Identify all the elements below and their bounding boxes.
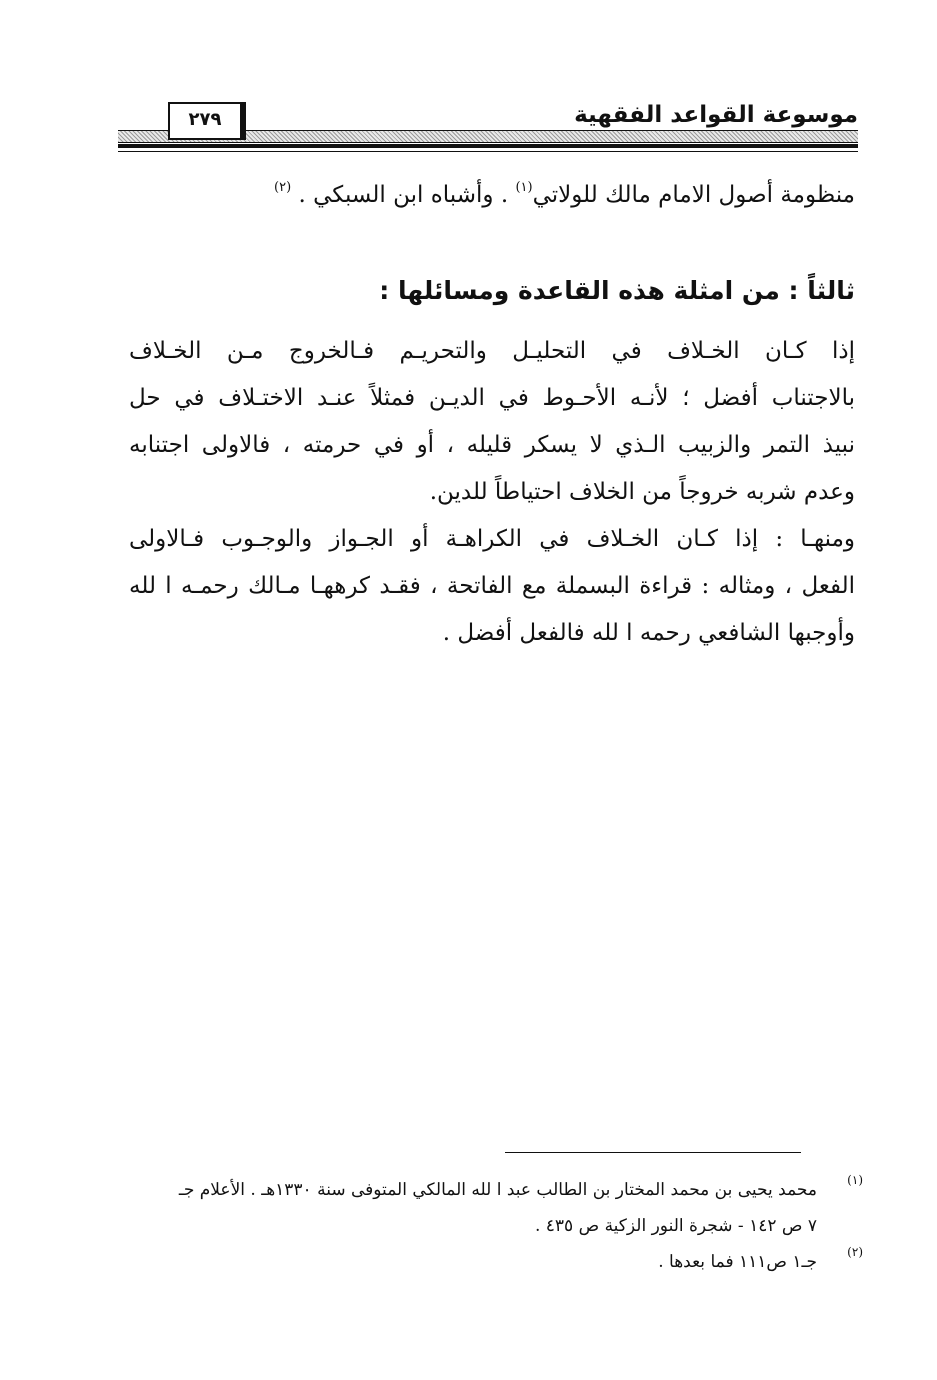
footnote-line: ٧ ص ١٤٢ - شجرة النور الزكية ص ٤٣٥ .: [534, 1216, 817, 1236]
footnote-1: [123, 1172, 863, 1244]
footnote-line: جـ١ ص١١١ فما بعدها .: [658, 1252, 817, 1272]
footnote-ref-1: (١): [515, 180, 533, 195]
paragraph-line: وأوجبها الشافعي رحمه ا لله فالفعل أفضل .: [442, 620, 855, 646]
footnote-marker: (١): [847, 1173, 863, 1187]
footnote-line: محمد يحيى بن محمد المختار بن الطالب عبد ا لله المالكي المتوفى سنة ١٣٣٠هـ . الأعلام جـ: [178, 1180, 817, 1200]
intro-text-1: منظومة أصول الامام مالك للولاتي: [532, 182, 855, 208]
footnotes: [123, 1172, 863, 1280]
page-header: [118, 98, 858, 154]
paragraph-line: بالاجتناب أفضل ؛ لأنـه الأحـوط في الديـن فمثلاً عنـد الاختـلاف في حل: [129, 385, 855, 411]
paragraph-line: نبيذ التمر والزبيب الـذي لا يسكر قليله ، أو في حرمته ، فالاولى اجتنابه: [129, 432, 855, 458]
body-paragraphs: [129, 328, 855, 657]
paragraph-line: وعدم شربه خروجاً من الخلاف احتياطاً للدين.: [429, 479, 855, 505]
running-title: موسوعة القواعد الفقهية: [574, 102, 858, 128]
section-heading: ثالثاً : من امثلة هذه القاعدة ومسائلها :: [379, 276, 855, 305]
paragraph-2: [129, 516, 855, 657]
footnote-2: [123, 1244, 863, 1280]
header-rule-thin: [118, 151, 858, 152]
intro-text-2: . وأشباه ابن السبكي .: [291, 182, 516, 208]
paragraph-line: الفعل ، ومثاله : قراءة البسملة مع الفاتحة ، فقـد كرههـا مـالك رحمـه ا لله: [129, 573, 855, 599]
footnote-marker: (٢): [847, 1245, 863, 1259]
intro-line: [129, 172, 855, 219]
paragraph-1: [129, 328, 855, 516]
page-number: ٢٧٩: [168, 102, 246, 140]
intro-text-line: [129, 172, 855, 219]
footnote-ref-2: (٢): [274, 180, 292, 195]
footnote-separator: [505, 1152, 801, 1153]
paragraph-line: إذا كـان الخـلاف في التحليـل والتحريـم فـالخروج مـن الخـلاف: [129, 338, 855, 364]
paragraph-line: ومنهـا : إذا كـان الخـلاف في الكراهـة أو الجـواز والوجـوب فـالاولى: [129, 526, 855, 552]
header-rule-thick: [118, 144, 858, 148]
